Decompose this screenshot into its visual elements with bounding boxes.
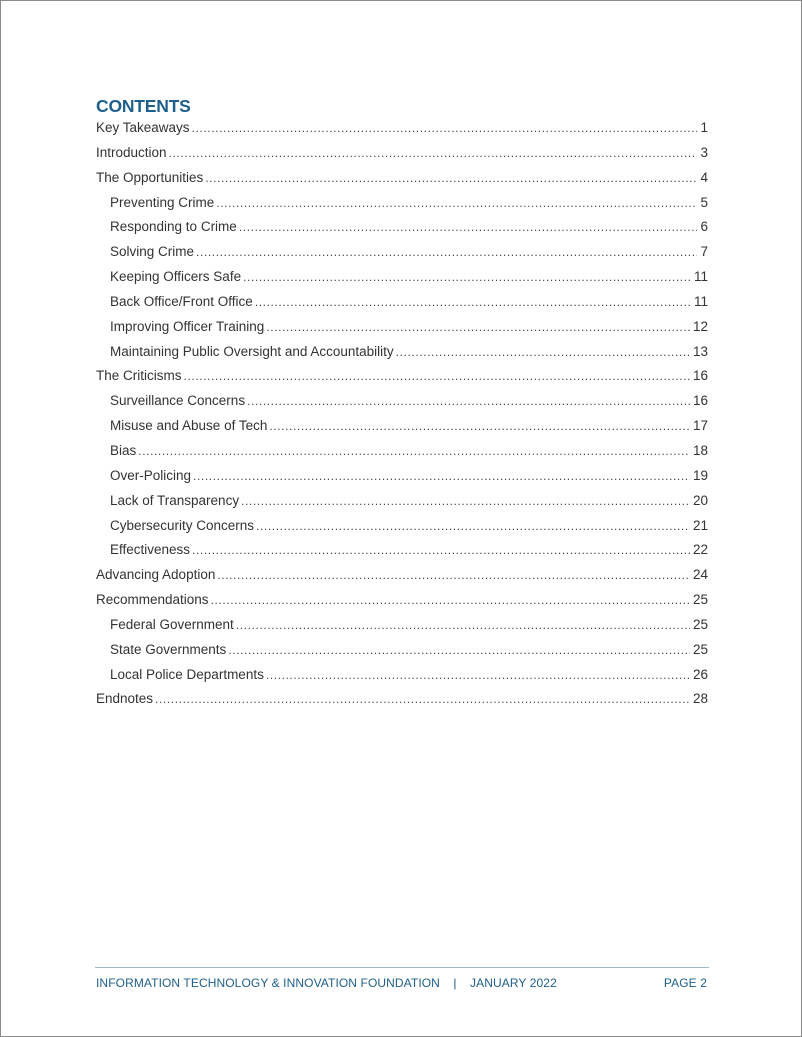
dot-leader [193, 464, 690, 489]
toc-page-number: 1 [700, 120, 708, 135]
toc-entry-label: Cybersecurity Concerns [110, 517, 255, 533]
toc-entry-advancing-adoption[interactable] [96, 563, 708, 588]
toc-entry-state-governments[interactable] [96, 638, 708, 663]
toc-page-number: 7 [700, 244, 708, 260]
toc-entry-label: Bias [110, 442, 137, 458]
dot-leader [236, 613, 690, 638]
dot-leader [266, 663, 690, 688]
toc-entry-responding-to-crime[interactable] [96, 215, 708, 240]
footer-page-number: PAGE 2 [663, 976, 707, 990]
dot-leader [184, 364, 690, 389]
dot-leader [239, 215, 698, 240]
footer-divider [95, 967, 709, 968]
dot-leader [216, 191, 697, 216]
toc-page-number: 25 [692, 592, 708, 608]
toc-page-number: 22 [692, 542, 708, 558]
toc-entry-label: Keeping Officers Safe [110, 269, 242, 285]
toc-entry-label: Lack of Transparency [110, 492, 240, 508]
dot-leader [247, 389, 690, 414]
toc-page-number: 26 [692, 666, 708, 682]
toc-entry-effectiveness[interactable] [96, 538, 708, 563]
toc-page-number: 3 [700, 144, 708, 160]
toc-entry-label: The Opportunities [96, 169, 204, 185]
dot-leader [169, 141, 698, 166]
toc-entry-preventing-crime[interactable] [96, 191, 708, 216]
toc-entry-maintaining-public-oversight[interactable] [96, 340, 708, 365]
toc-entry-endnotes[interactable] [96, 687, 708, 712]
toc-entry-label: The Criticisms [96, 368, 182, 384]
toc-entry-recommendations[interactable] [96, 588, 708, 613]
footer-separator: | [453, 976, 457, 990]
toc-page-number: 20 [692, 492, 708, 508]
toc-page-number: 5 [700, 194, 708, 210]
toc-page-number: 6 [700, 219, 708, 235]
toc-entry-improving-officer-training[interactable] [96, 315, 708, 340]
toc-entry-surveillance-concerns[interactable] [96, 389, 708, 414]
toc-entry-label: Key Takeaways [96, 120, 190, 135]
footer-date: JANUARY 2022 [470, 976, 557, 990]
toc-page-number: 16 [692, 393, 708, 409]
dot-leader [269, 414, 690, 439]
toc-entry-label: Advancing Adoption [96, 567, 216, 583]
toc-page-number: 28 [692, 691, 708, 707]
footer-organization: INFORMATION TECHNOLOGY & INNOVATION FOUNDATION [96, 976, 440, 990]
toc-entry-introduction[interactable] [96, 141, 708, 166]
toc-page-number: 24 [692, 567, 708, 583]
toc-entry-local-police-departments[interactable] [96, 663, 708, 688]
footer-publisher [96, 976, 557, 990]
dot-leader [138, 439, 690, 464]
toc-page-number: 18 [692, 442, 708, 458]
toc-entry-lack-of-transparency[interactable] [96, 489, 708, 514]
toc-entry-cybersecurity-concerns[interactable] [96, 514, 708, 539]
dot-leader [192, 538, 690, 563]
dot-leader [155, 687, 690, 712]
toc-page-number: 13 [692, 343, 708, 359]
toc-entry-federal-government[interactable] [96, 613, 708, 638]
toc-entry-label: Recommendations [96, 592, 209, 608]
dot-leader [241, 489, 690, 514]
toc-page-number: 25 [692, 616, 708, 632]
toc-entry-misuse-and-abuse-of-tech[interactable] [96, 414, 708, 439]
toc-page-number: 17 [692, 418, 708, 434]
toc-entry-over-policing[interactable] [96, 464, 708, 489]
toc-entry-label: Introduction [96, 144, 167, 160]
toc-entry-solving-crime[interactable] [96, 240, 708, 265]
toc-entry-label: Preventing Crime [110, 194, 215, 210]
toc-entry-label: Federal Government [110, 616, 234, 632]
toc-entry-keeping-officers-safe[interactable] [96, 265, 708, 290]
dot-leader [205, 166, 697, 191]
toc-page-number: 19 [692, 467, 708, 483]
toc-page-number: 16 [692, 368, 708, 384]
dot-leader [217, 563, 690, 588]
dot-leader [228, 638, 690, 663]
dot-leader [256, 514, 690, 539]
toc-entry-label: Misuse and Abuse of Tech [110, 418, 268, 434]
toc-entry-label: State Governments [110, 641, 227, 657]
toc-page-number: 21 [692, 517, 708, 533]
toc-entry-label: Responding to Crime [110, 219, 237, 235]
dot-leader [192, 116, 698, 141]
toc-entry-the-opportunities[interactable] [96, 166, 708, 191]
toc-entry-label: Surveillance Concerns [110, 393, 246, 409]
contents-heading: CONTENTS [96, 96, 191, 116]
toc-entry-label: Effectiveness [110, 542, 191, 558]
toc-page-number: 4 [700, 169, 708, 185]
table-of-contents [96, 116, 708, 712]
toc-entry-label: Back Office/Front Office [110, 293, 253, 309]
toc-entry-back-office-front-office[interactable] [96, 290, 708, 315]
dot-leader [211, 588, 690, 613]
toc-page-number: 25 [692, 641, 708, 657]
toc-page-number: 11 [693, 269, 708, 285]
dot-leader [255, 290, 691, 315]
toc-entry-key-takeaways[interactable] [96, 116, 708, 141]
dot-leader [396, 340, 690, 365]
dot-leader [266, 315, 690, 340]
toc-page-number: 11 [693, 293, 708, 309]
toc-entry-label: Local Police Departments [110, 666, 264, 682]
toc-entry-label: Solving Crime [110, 244, 195, 260]
toc-entry-label: Over-Policing [110, 467, 192, 483]
toc-entry-label: Maintaining Public Oversight and Accountability [110, 343, 394, 359]
toc-entry-label: Improving Officer Training [110, 318, 265, 334]
dot-leader [196, 240, 697, 265]
toc-entry-bias[interactable] [96, 439, 708, 464]
dot-leader [243, 265, 691, 290]
toc-entry-the-criticisms[interactable] [96, 364, 708, 389]
toc-page-number: 12 [692, 318, 708, 334]
toc-entry-label: Endnotes [96, 691, 154, 707]
